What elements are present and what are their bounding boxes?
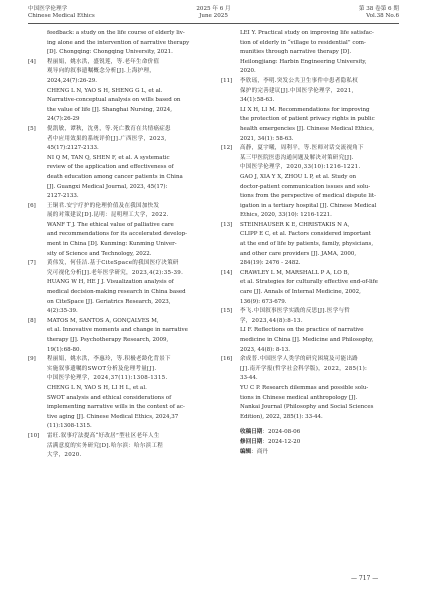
reference-line: WANF T J. The ethical value of palliative care [47, 221, 174, 228]
reference-line: 保护的完善建议[J].中国医学伦理学，2021, [240, 87, 354, 94]
reference-entry [28, 355, 200, 432]
reference-line: 高静，夏宇曦，周利平，等.医师对话交流视角下 [240, 145, 364, 152]
reference-line: feedback: a study on the life course of elderly liv- [47, 30, 185, 36]
reference-line: 雷旺.叙事疗法提高“好改居”型社区老年人生 [47, 432, 160, 439]
reference-line: munities through narrative therapy [D]. [240, 49, 352, 56]
reference-line: et al. Innovative moments and change in narrative [47, 327, 188, 334]
reference-line: ment in China [D]. Kunming: Kunming Univer- [47, 241, 177, 248]
reference-line: 余成普.中国医学人类学的研究困境及可能出路 [240, 356, 359, 363]
right-column [221, 29, 393, 457]
reference-line: 中国医学伦理学，2024,37(11):1308-1315. [47, 375, 168, 382]
left-column [28, 29, 200, 461]
reference-line: 2023, 44(8): 8-13. [240, 346, 290, 353]
reference-line: igation in a tertiary hospital [J]. Chinese Medical [240, 202, 377, 209]
reference-line: the protection of patient privacy rights in public [240, 116, 375, 123]
reference-entry [28, 202, 200, 260]
reference-line: 展的对策建议[D].昆明：昆明理工大学，2022. [47, 212, 169, 219]
reference-number: [13] [221, 221, 233, 228]
reference-line: 2127-2133. [47, 193, 79, 200]
reference-line: and recommendations for its accelerated develop- [47, 231, 187, 238]
volume-en: Vol.38 No.6 [366, 13, 399, 19]
reference-line: the value of life [J]. Shanghai Nursing, 2024, [47, 106, 172, 113]
reference-line: 19(1):68-80. [47, 346, 82, 353]
reference-line: LEI Y. Practical study on improving life satisfac- [240, 30, 374, 36]
running-header [28, 6, 399, 28]
reference-line: at the end of life by patients, family, physicians, [240, 241, 374, 248]
reference-line: 某三甲医院医患沟通问题及解决对策研究[J]. [240, 154, 354, 161]
reference-number: [8] [28, 317, 36, 324]
reference-entry [221, 77, 393, 144]
reference-line: death education among cancer patients in China [47, 173, 183, 180]
reference-line: NI Q M, TAN Q, SHEN F, et al. A systematic [47, 154, 170, 161]
reference-line: therapy [J]. Psychotherapy Research, 2009, [47, 337, 169, 343]
reference-line: LI F. Reflections on the practice of narrative [240, 327, 364, 334]
reference-line: 4(2):35-39. [47, 308, 78, 315]
reference-line: SWOT analysis and ethical considerations of [47, 394, 172, 401]
reference-number: [14] [221, 269, 233, 276]
journal-name-en: Chinese Medical Ethics [28, 13, 95, 19]
reference-number: [12] [221, 145, 233, 152]
reference-line: care [J]. Annals of Internal Medicine, 2002, [240, 289, 361, 296]
reference-number: [15] [221, 308, 233, 315]
reference-line: STEINHAUSER K E, CHRISTAKIS N A, [240, 221, 350, 228]
journal-name-cn: 中国医学伦理学 [28, 6, 68, 12]
reference-line: YU C P. Research dilemmas and possible solu- [240, 384, 369, 391]
reference-line: sity of Science and Technology, 2022. [47, 250, 152, 257]
reference-line: medical decision-making research in China based [47, 289, 186, 296]
header-rule [28, 23, 399, 24]
reference-entry [28, 317, 200, 355]
reference-line: tive aging [J]. Chinese Medical Ethics, 2024,37 [47, 413, 179, 420]
reference-line: CHENG L N, YAO S H, LI H L, et al. [47, 384, 147, 391]
reference-number: [11] [221, 77, 233, 84]
reference-line: 者中应用效果的系统评价[J].广西医学，2023, [47, 135, 167, 142]
header-volume [359, 6, 399, 20]
reference-entry [221, 355, 393, 422]
reference-line: 观导向的叙事遗嘱概念分析[J].上海护理， [47, 68, 156, 75]
reference-line: 黄伟发，何佳洁.基于CiteSpace的我国医疗决策研 [47, 260, 179, 267]
reference-number: [9] [28, 356, 36, 363]
reference-line: tions in Chinese medical anthropology [J]. [240, 394, 358, 401]
reference-line: 程丽娟，姚水洪，李惠玲，等.积极老龄化背景下 [47, 356, 171, 363]
reference-line: Heilongjiang: Harbin Engineering University, [240, 58, 367, 65]
reference-line: 24(7):26-29 [47, 116, 80, 123]
reference-line: LI X H, LI M. Recommendations for improving [240, 106, 370, 113]
reference-number: [4] [28, 58, 36, 65]
reference-line: CRAWLEY L M, MARSHALL P A, LO B, [240, 269, 350, 276]
reference-entry [28, 125, 200, 202]
reference-line: 284(19): 2476 - 2482. [240, 260, 301, 267]
reference-line: CHENG L N, YAO S H, SHENG G L, et al. [47, 87, 163, 94]
reference-line: 2020. [240, 68, 256, 75]
reference-number: [16] [221, 356, 233, 363]
reference-line: 李飞.中国叙事医学实践的反思[J].医学与哲 [240, 308, 351, 315]
reference-entry [221, 307, 393, 355]
reference-line: CLIPP E C, et al. Factors considered important [240, 231, 371, 238]
reference-line: 倪凯敏，谭秋，沈勇，等.死亡教育在共情癌症患 [47, 125, 171, 132]
reference-line: HUANG W H, HE J J. Visualization analysis of [47, 279, 174, 286]
received-date: 收稿日期：2024-08-06 [240, 429, 301, 436]
article-meta [221, 428, 393, 457]
reference-line: 程丽娟，姚水洪，盛锐莲，等.老年生命价值 [47, 58, 160, 65]
reference-line: medicine in China [J]. Medicine and Philosophy, [240, 337, 374, 343]
reference-entry [221, 29, 393, 77]
reference-number: [5] [28, 125, 36, 132]
volume-cn: 第 38 卷第 6 期 [358, 6, 399, 12]
reference-entry [221, 269, 393, 307]
reference-number: [10] [28, 432, 40, 439]
reference-line: tions from the perspective of medical dispute lit- [240, 193, 376, 200]
reference-line: 活满意度的实务研究[D].哈尔滨：哈尔滨工程 [47, 442, 164, 449]
reference-line: [J]. Guangxi Medical Journal, 2023, 45(17): [47, 183, 168, 190]
editor: 编辑：商丹 [240, 448, 269, 455]
reference-line: tion of elderly in “village to residential” com- [240, 39, 366, 46]
reference-line: 实施叙事遗嘱的SWOT分析及伦理考量[J]. [47, 365, 157, 372]
header-date [28, 6, 399, 20]
reference-line: MATOS M, SANTOS A, GONÇALVES M, [47, 317, 159, 324]
reference-line: and other care providers [J]. JAMA, 2000, [240, 250, 357, 257]
reference-line: 2021, 34(1): 58-63. [240, 135, 294, 142]
reference-line: ing alone and the intervention of narrative therapy [47, 39, 190, 46]
reference-line: [J].南开学报(哲学社会科学版)，2022，285(1): [240, 365, 368, 372]
reference-entry [221, 221, 393, 269]
reference-line: 33-44. [240, 375, 258, 382]
reference-entry [28, 259, 200, 317]
reference-number: [7] [28, 260, 36, 267]
reference-line: 李欣瑶，李明.突发公共卫生事件中患者隐私权 [240, 77, 359, 84]
reference-line: 王铜君.安宁疗护的伦理价值及在我国加快发 [47, 202, 160, 209]
reference-line: doctor-patient communication issues and solu- [240, 183, 371, 190]
issue-date-cn: 2025 年 6 月 [196, 6, 231, 12]
reference-line: 34(1):58-63. [240, 97, 275, 104]
reference-line: health emergencies [J]. Chinese Medical Ethics, [240, 125, 375, 132]
revised-date: 修回日期：2024-12-20 [240, 438, 301, 445]
reference-entry [28, 29, 200, 58]
reference-line: GAO J, XIA Y X, ZHOU L P, et al. Study on [240, 173, 357, 180]
reference-line: implementing narrative wills in the context of ac- [47, 404, 185, 411]
reference-line: 中国医学伦理学，2020,33(10):1216-1221. [240, 164, 361, 171]
reference-line: review of the application and effectiveness of [47, 164, 174, 171]
reference-line: et al. Strategies for culturally effective end-of-life [240, 279, 378, 286]
reference-line: 45(17):2127-2133. [47, 145, 99, 152]
reference-entry [28, 58, 200, 125]
issue-date-en: June 2025 [199, 13, 228, 19]
reference-number: [6] [28, 202, 36, 209]
reference-line: 136(9): 673-679. [240, 298, 287, 305]
reference-line: 大学，2020. [47, 452, 82, 459]
reference-line: 究可视化分析[J].老年医学研究，2023,4(2):35-39. [47, 269, 184, 276]
reference-line: Narrative-conceptual analysis on wills based on [47, 97, 181, 104]
reference-line: Edition), 2022, 285(1): 33-44. [240, 413, 323, 420]
reference-line: (11):1308-1315. [47, 423, 92, 430]
reference-line: 学，2023,44(8):8-13. [240, 317, 303, 324]
right-column-references [221, 29, 393, 422]
reference-line: 2024,24(7):26-29. [47, 77, 97, 84]
reference-entry [221, 144, 393, 221]
reference-entry [28, 432, 200, 461]
reference-line: [D]. Chongqing: Chongqing University, 2021. [47, 49, 173, 56]
reference-line: Nankai Journal (Philosophy and Social Sciences [240, 404, 374, 411]
page-number: — 717 — [351, 575, 379, 582]
reference-line: on CiteSpace [J]. Geriatrics Research, 2023, [47, 298, 171, 305]
reference-line: Ethics, 2020, 33(10): 1216-1221. [240, 212, 332, 219]
